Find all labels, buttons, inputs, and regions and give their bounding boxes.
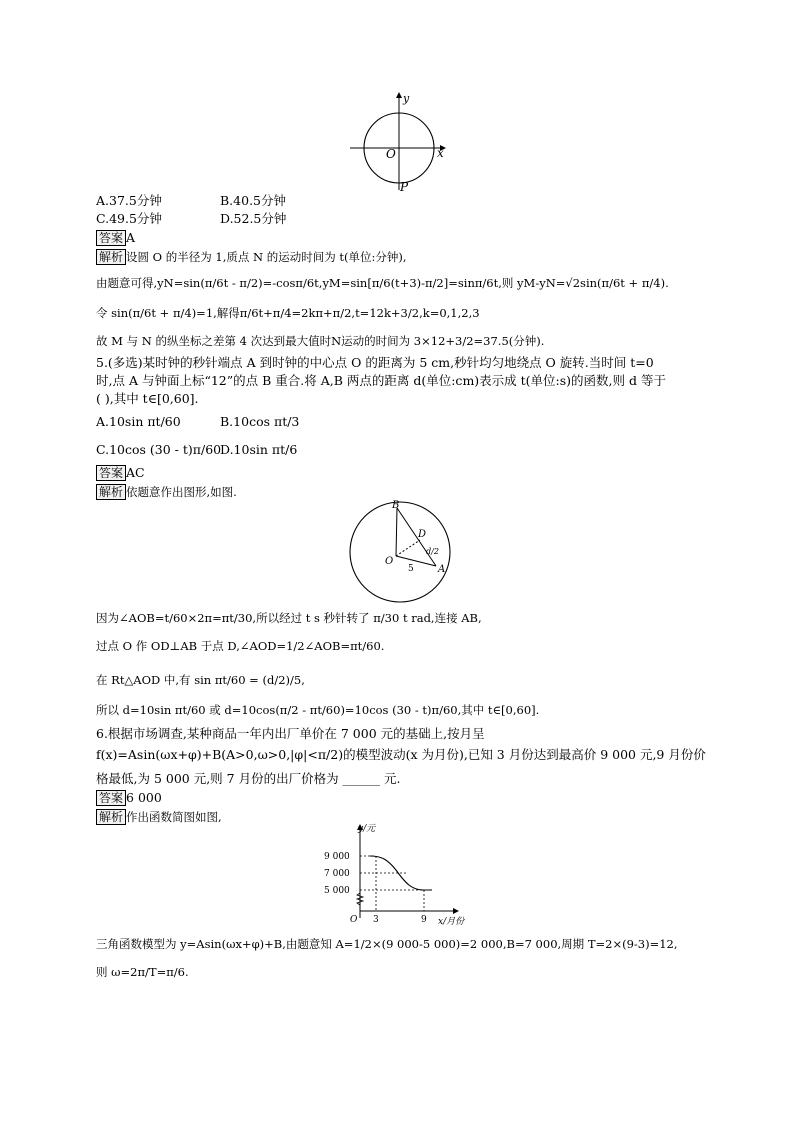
q6-solution-1: 三角函数模型为 y=Asin(ωx+φ)+B,由题意知 A=1/2×(9 000-5 000)=2 000,B=7 000,周期 T=2×(9-3)=12, <box>96 937 678 951</box>
q4-analysis-2: 由题意可得,yN=sin(π/6t - π/2)=-cosπ/6t,yM=sin[π/6(t+3)-π/2]=sinπ/6t,则 yM-yN=√2sin(π/6t + π/4). <box>96 276 669 290</box>
option-c: C.49.5分钟 <box>96 211 162 226</box>
price-graph <box>320 818 480 928</box>
q5-analysis <box>96 484 237 500</box>
q6-stem-2: f(x)=Asin(ωx+φ)+B(A>0,ω>0,|φ|<π/2)的模型波动(x 为月份),已知 3 月份达到最高价 9 000 元,9 月份价 <box>96 747 706 762</box>
analysis-text: 作出函数简图如图, <box>126 810 222 824</box>
tick-x9: 9 <box>421 915 427 925</box>
q6-stem-3: 格最低,为 5 000 元,则 7 月份的出厂价格为 ______ 元. <box>96 771 401 786</box>
answer-value: AC <box>126 465 145 480</box>
label-a: A <box>438 564 446 575</box>
analysis-tag: 解析 <box>96 809 126 825</box>
option-d: D.52.5分钟 <box>220 211 287 226</box>
q6-answer <box>96 790 162 806</box>
analysis-text: 设圆 O 的半径为 1,质点 N 的运动时间为 t(单位:分钟), <box>126 250 407 264</box>
graph-x-arrow <box>453 908 459 914</box>
tick-x3: 3 <box>373 915 379 925</box>
q4-analysis-1 <box>96 249 407 265</box>
segment-ob <box>396 508 397 556</box>
q5-answer <box>96 465 145 481</box>
q6-stem-1: 6.根据市场调查,某种商品一年内出厂单价在 7 000 元的基础上,按月呈 <box>96 726 485 741</box>
q5-stem-2: 时,点 A 与钟面上标“12”的点 B 重合.将 A,B 两点的距离 d(单位:cm)表示成 t(单位:s)的函数,则 d 等于 <box>96 373 666 388</box>
x-axis-label: x <box>437 146 444 160</box>
graph-x-label: x/月份 <box>438 917 465 927</box>
graph-y-label: y/元 <box>358 824 376 834</box>
q4-analysis-3: 令 sin(π/6t + π/4)=1,解得π/6t+π/4=2kπ+π/2,t=12k+3/2,k=0,1,2,3 <box>96 306 480 320</box>
analysis-tag: 解析 <box>96 249 126 265</box>
answer-tag: 答案 <box>96 230 126 246</box>
q6-solution-2: 则 ω=2π/T=π/6. <box>96 965 189 979</box>
y-axis-arrow <box>396 92 402 98</box>
q5-solution-3: 在 Rt△AOD 中,有 sin πt/60 = (d/2)/5, <box>96 673 305 687</box>
answer-tag: 答案 <box>96 790 126 806</box>
answer-value: A <box>126 230 136 245</box>
q5-stem-1: 5.(多选)某时钟的秒针端点 A 到时钟的中心点 O 的距离为 5 cm,秒针均匀地绕点 O 旋转.当时间 t=0 <box>96 355 654 370</box>
clock-figure <box>340 496 460 606</box>
label-d-half: d/2 <box>426 547 439 556</box>
answer-tag: 答案 <box>96 465 126 481</box>
label-5: 5 <box>408 564 414 574</box>
option-a: A.37.5分钟 <box>96 193 162 208</box>
tick-7000: 7 000 <box>324 869 350 879</box>
q5-option-c: C.10cos (30 - t)π/60 <box>96 442 222 457</box>
answer-value: 6 000 <box>126 790 162 805</box>
q5-stem-3: ( ),其中 t∈[0,60]. <box>96 391 199 406</box>
q5-solution-1: 因为∠AOB=t/60×2π=πt/30,所以经过 t s 秒针转了 π/30 t rad,连接 AB, <box>96 611 482 625</box>
option-b: B.40.5分钟 <box>220 193 286 208</box>
segment-od <box>396 540 420 556</box>
analysis-text: 依题意作出图形,如图. <box>126 485 237 499</box>
label-b: B <box>392 500 400 511</box>
q4-answer <box>96 230 135 246</box>
q5-option-d: D.10sin πt/6 <box>220 442 298 457</box>
q6-analysis <box>96 809 222 825</box>
unit-circle-figure <box>340 90 460 194</box>
point-p-label: P <box>400 180 409 194</box>
tick-9000: 9 000 <box>324 852 350 862</box>
graph-origin: O <box>350 915 358 925</box>
label-d: D <box>418 529 427 540</box>
q4-analysis-4: 故 M 与 N 的纵坐标之差第 4 次达到最大值时N运动的时间为 3×12+3/2=37.5(分钟). <box>96 334 545 348</box>
origin-label: O <box>386 147 396 161</box>
q5-option-b: B.10cos πt/3 <box>220 414 300 429</box>
q5-solution-2: 过点 O 作 OD⊥AB 于点 D,∠AOD=1/2∠AOB=πt/60. <box>96 639 385 653</box>
q5-option-a: A.10sin πt/60 <box>96 414 181 429</box>
q5-solution-4: 所以 d=10sin πt/60 或 d=10cos(π/2 - πt/60)=10cos (30 - t)π/60,其中 t∈[0,60]. <box>96 703 540 717</box>
tick-5000: 5 000 <box>324 886 350 896</box>
y-axis-label: y <box>403 92 410 105</box>
analysis-tag: 解析 <box>96 484 126 500</box>
label-o: O <box>385 556 394 567</box>
